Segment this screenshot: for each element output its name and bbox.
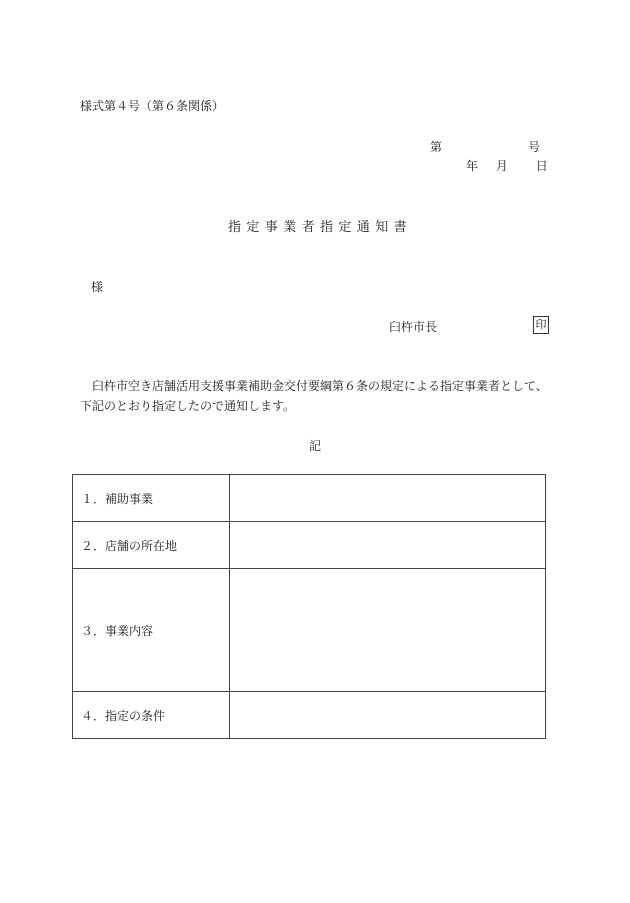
date-month: 月: [495, 159, 508, 173]
date-line: [466, 157, 548, 174]
row-label-store-location: ２．店舗の所在地: [73, 522, 230, 569]
row-value-store-location: [230, 522, 546, 569]
row-value-business-content: [230, 569, 546, 692]
date-day: 日: [535, 159, 548, 173]
details-table: [72, 474, 546, 739]
body-line-1: 臼杵市空き店舗活用支援事業補助金交付要綱第６条の規定による指定事業者として、: [92, 379, 548, 393]
table-row: [73, 569, 546, 692]
ki-heading: 記: [309, 439, 322, 453]
row-label-business-content: ３．事業内容: [73, 569, 230, 692]
document-number-prefix: 第: [430, 140, 443, 154]
table-row: [73, 475, 546, 522]
row-label-conditions: ４．指定の条件: [73, 692, 230, 739]
form-number: 様式第４号（第６条関係）: [80, 99, 225, 113]
body-line-2: 下記のとおり指定したので通知します。: [80, 399, 296, 413]
table-row: [73, 692, 546, 739]
document-title: 指定事業者指定通知書: [228, 220, 413, 235]
table-row: [73, 522, 546, 569]
date-year: 年: [466, 159, 479, 173]
seal-mark: 印: [533, 316, 549, 334]
body-text: [80, 376, 560, 416]
issuer-name: 臼杵市長: [389, 320, 438, 334]
row-value-conditions: [230, 692, 546, 739]
row-value-subsidy-project: [230, 475, 546, 522]
document-number-suffix: 号: [528, 140, 541, 154]
row-label-subsidy-project: １．補助事業: [73, 475, 230, 522]
addressee: 様: [91, 280, 104, 294]
